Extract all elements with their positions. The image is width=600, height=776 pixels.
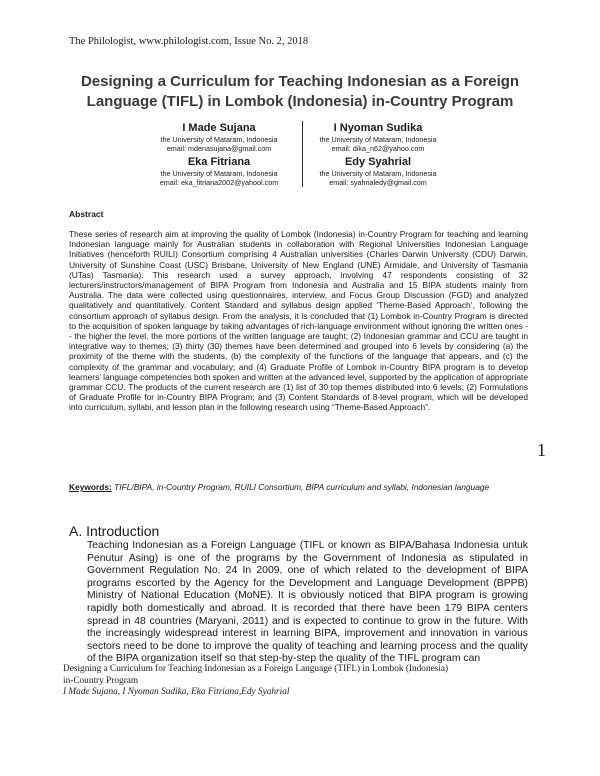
keywords-label: Keywords: <box>69 482 112 492</box>
keywords <box>69 482 528 492</box>
author-block <box>268 121 488 153</box>
paper-title: Designing a Curriculum for Teaching Indonesian as a Foreign Language (TIFL) in Lombok (Indonesia) in-Country Program <box>80 73 520 110</box>
author-affiliation: the University of Mataram, Indonesia <box>160 135 278 144</box>
journal-header: The Philologist, www.philologist.com, Issue No. 2, 2018 <box>69 36 309 47</box>
author-email[interactable]: email: dika_n62@yahoo.com <box>331 144 425 153</box>
page-footer <box>63 664 533 699</box>
author-affiliation: the University of Mataram, Indonesia <box>319 135 437 144</box>
author-affiliation: the University of Mataram, Indonesia <box>319 169 437 178</box>
keywords-text: TIFL/BIPA, in-Country Program, RUILI Consortium, BIPA curriculum and syllabi, Indonesian language <box>111 482 490 492</box>
section-heading-introduction: A. Introduction <box>69 523 160 539</box>
author-divider <box>302 121 303 187</box>
introduction-body: Teaching Indonesian as a Foreign Language (TIFL or known as BIPA/Bahasa Indonesia untuk Penutur Asing) is one of the programs by the Government of Indonesia as stipulated in Government Regulation No. 24 In 2009, one of which related to the development of BIPA programs escorted by the Agency for the Development and Language Development (BPPB) Ministry of National Education (MoNE). It is obviously noticed that BIPA program is growing rapidly both domestically and abroad. It is recorded that there have been 179 BIPA centers spread in 48 countries (Maryani, 2011) and is expected to continue to grow in the future. With the increasingly widespread interest in learning BIPA, improvement and innovation in various sectors need to be done to improve the quality of teaching and learning process and the quality of the BIPA organization itself so that step-by-step the quality of the TIFL program can <box>87 540 528 665</box>
footer-title-line: Designing a Curriculum for Teaching Indonesian as a Foreign Language (TIFL) in Lombok (Indonesia) <box>63 664 449 674</box>
page-side-number: 1 <box>537 440 546 460</box>
author-email[interactable]: email: eka_fitriana2002@yahool.com <box>159 178 279 187</box>
author-name: Edy Syahrial <box>344 156 412 168</box>
author-email[interactable]: email: syahrialedy@gmail.com <box>329 178 427 187</box>
author-email[interactable]: email: mdenasujana@gmail.com <box>166 144 272 153</box>
author-block <box>268 155 488 187</box>
author-name: Eka Fitriana <box>187 156 251 168</box>
footer-title-line: in-Country Program <box>63 675 139 686</box>
abstract-heading: Abstract <box>69 209 104 219</box>
author-affiliation: the University of Mataram, Indonesia <box>160 169 278 178</box>
author-name: I Made Sujana <box>182 122 256 134</box>
footer-authors: I Made Sujana, I Nyoman Sudika, Eka Fitriana,Edy Syahrial <box>63 687 290 697</box>
abstract-body: These series of research aim at improving the quality of Lombok (Indonesia) in-Country Program for teaching and learning Indonesian language mainly for Australian students in collaboration with Regional Universities Indonesian Language Initiatives (henceforth RUILI) Consortium comprising 4 Australian universities (Charles Darwin University (CDU) Darwin, University of Sunshine Coast (USC) Brisbane, University of New England (UNE) Armidale, and University of Tasmania (UTas) Tasmania). This research used a survey approach, involving 47 respondents consisting of 32 lecturers/instructors/management of BIPA Program from Indonesia and Australia and 15 BIPA students mainly from Australia. The data were collected using questionnaires, interview, and Focus Group Discussion (FGD) and analyzed qualitatively and quantitatively. Content Standard and syllabus design applied ‘Theme-Based Approach’, following the consortium approach of syllabus design. From the analysis, it is concluded that (1) Lombok in-Country Program is directed to the acquisition of spoken language by taking advantages of rich-language environment without ignoring the written ones -- the higher the level, the more portions of the written language are taught; (2) Indonesian grammar and CCU are taught in integrative way to themes; (3) thirty (30) themes have been determined and grouped into 6 levels by considering (a) the proximity of the theme with the students, (b) the complexity of the functions of the language that appears, and (c) the complexity of the grammar and vocabulary; and (4) Graduate Profile of Lombok in-Country BIPA program is to develop learners’ language competencies both spoken and written at the advanced level, supported by the application of appropriate grammar CCU. The products of the current research are (1) list of 30 top themes distributed into 6 levels; (2) Formulations of Graduate Profile for in-Country BIPA Program; and (3) Content Standards of 8-level program, which will be developed into curriculum, syllabi, and lesson plan in the following research using “Theme-Based Approach”. <box>69 229 528 413</box>
author-name: I Nyoman Sudika <box>333 122 423 134</box>
